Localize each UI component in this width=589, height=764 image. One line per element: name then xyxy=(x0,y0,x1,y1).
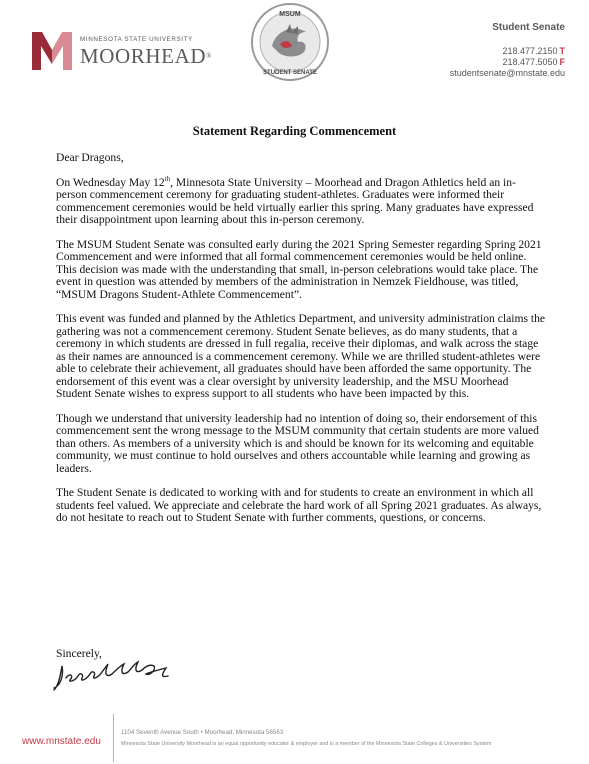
msum-logo xyxy=(30,30,215,72)
footer-divider xyxy=(113,714,114,762)
org-name: Student Senate xyxy=(492,22,565,33)
contact-block xyxy=(450,22,565,79)
letter-body xyxy=(56,152,546,537)
svg-text:STUDENT SENATE: STUDENT SENATE xyxy=(263,70,317,76)
salutation: Dear Dragons, xyxy=(56,151,124,164)
paragraph-4: Though we understand that university leadership had no intention of doing so, their endorsement of this commencement sent the wrong message to the MSUM community that certain students are more valued than others. As members of a university which is and should be known for its welcoming and equitable community, we must continue to hold ourselves and others accountable while learning and growing as leaders. xyxy=(56,411,539,475)
email-link[interactable]: studentsenate@mnstate.edu xyxy=(449,68,565,78)
logo-subtitle: MINNESOTA STATE UNIVERSITY xyxy=(80,36,193,43)
letter-title: Statement Regarding Commencement xyxy=(192,124,397,138)
paragraph-2: The MSUM Student Senate was consulted early during the 2021 Spring Semester regarding Spring 2021 Commencement and were informed that all formal commencement ceremonies would be held online. This decision was made with the understanding that small, in-person celebrations would take place. The event in question was attended by members of the administration in Nemzek Fieldhouse, was titled, “MSUM Dragons Student-Athlete Commencement”. xyxy=(56,237,542,301)
fax-row xyxy=(450,57,565,68)
logo-wordmark: MOORHEAD® xyxy=(80,44,213,68)
msum-m-icon xyxy=(30,30,74,72)
fax-number: 218.477.5050 xyxy=(502,57,558,67)
handwritten-signature xyxy=(50,656,175,692)
footer-address: 1104 Seventh Avenue South • Moorhead, Minnesota 56563 xyxy=(121,729,284,736)
paragraph-5: The Student Senate is dedicated to working with and for students to create an environment in which all students feel valued. We appreciate and celebrate the hard work of all Spring 2021 graduates. As always, do not hesitate to reach out to Student Senate with further comments, questions, or concerns. xyxy=(56,486,542,524)
student-senate-seal xyxy=(250,2,330,82)
phone-row xyxy=(450,46,565,57)
paragraph-3: This event was funded and planned by the Athletics Department, and university administration claims the gathering was not a commencement ceremony. Student Senate believes, as do many students, that a ceremony in which students are dressed in full regalia, receive their diplomas, and walk across the stage as their names are announced is a commencement ceremony. While we are thrilled student-athletes were able to celebrate their achievement, all graduates should have been afforded the same opportunity. The endorsement of this event was a clear oversight by university leadership, and the MSU Moorhead Student Senate wishes to express support to all students who have been impacted by this. xyxy=(56,312,546,400)
footer-disclaimer: Minnesota State University Moorhead is an equal opportunity educator & employer and is a member of the Minnesota State Colleges & Universities System xyxy=(121,741,492,747)
phone-number: 218.477.2150 xyxy=(502,46,558,56)
closing: Sincerely, xyxy=(56,647,102,660)
phone-tag: T xyxy=(559,46,565,56)
paragraph-1: On Wednesday May 12th, Minnesota State University – Moorhead and Dragon Athletics held an in-person commencement ceremony for graduating student-athletes. Graduates were informed their commencement ceremonies would be held virtually earlier this spring. Many graduates have expressed their disappointment upon learning about this in-person ceremony. xyxy=(56,174,534,226)
fax-tag: F xyxy=(559,57,565,67)
footer-website-link[interactable]: www.mnstate.edu xyxy=(22,736,101,747)
svg-text:MSUM: MSUM xyxy=(279,11,301,18)
